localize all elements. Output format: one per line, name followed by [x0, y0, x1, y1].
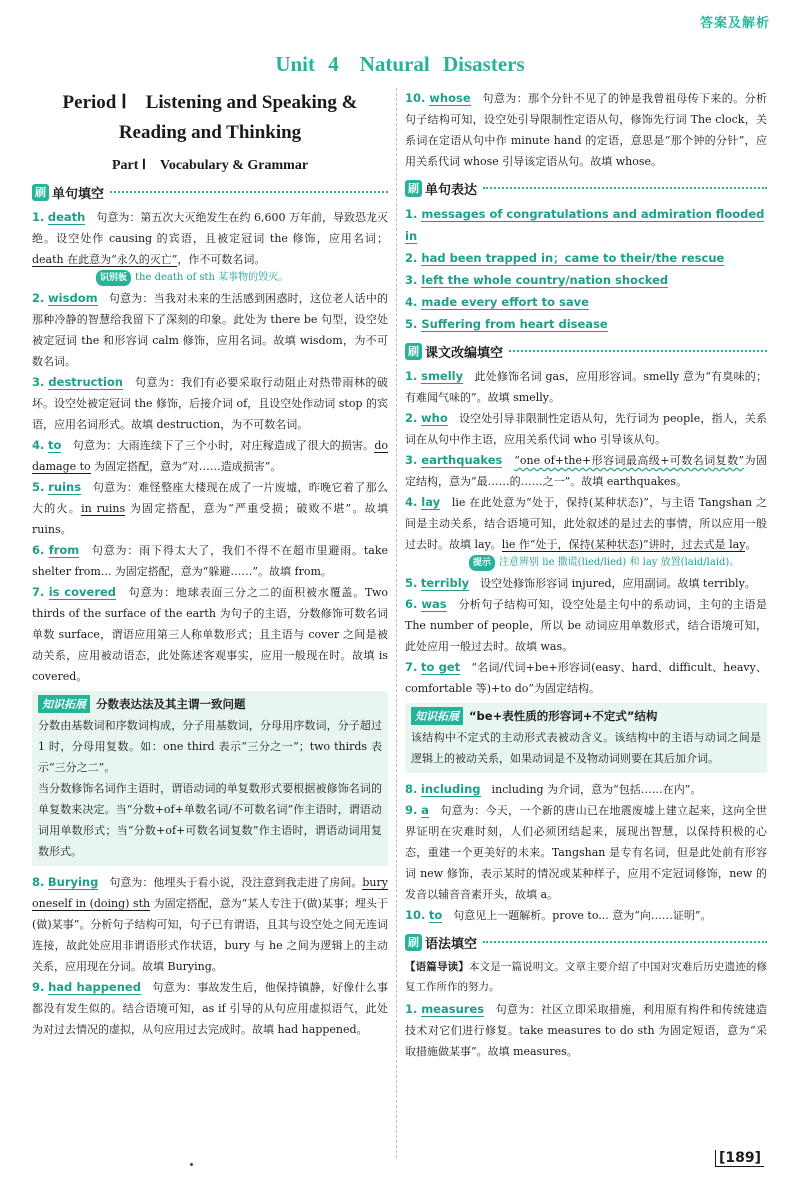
answer-word: measures — [421, 1002, 485, 1016]
explanation: ，作不可数名词。 — [177, 253, 266, 266]
explanation: 此处修饰名词 gas，应用形容词。smelly 意为“有臭味的；有难闻气味的”。故填 smelly。 — [405, 370, 768, 404]
period-title-line1: Period Ⅰ Listening and Speaking & — [62, 92, 358, 113]
underlined-phrase: death 在此意为“永久的灭亡” — [32, 253, 178, 266]
item-number: 10. — [405, 908, 426, 922]
answer-item — [405, 657, 767, 699]
phrase-text: messages of congratulations and admiration flooded in — [405, 207, 765, 243]
answer-word: from — [48, 543, 80, 557]
knowledge-title: “be+表性质的形容词+不定式”结构 — [469, 709, 658, 723]
explanation: 句意为：今天，一个新的唐山已在地震废墟上建立起来，这向全世界证明在灾难时刻，人们必须团结起来，展现出智慧，以保持积极的心态，重建一个更美好的未来。Tangshan 是专有名词，但是此处前有形容词 new 修饰，表示某时的情况或某种样子，应用不定冠词修饰，new 的发音以辅音音素开头，故填 a。 — [405, 804, 768, 901]
section-title: 单句填空 — [52, 186, 105, 202]
note-line — [96, 270, 388, 286]
explanation: 分析句子结构可知，设空处是主句中的系动词，主句的主语是 The number of people，所以 be 动词应用单数形式，结合语境可知，此处应用一般过去时。故填 was。 — [405, 598, 768, 653]
item-number: 1. — [405, 1002, 418, 1016]
explanation: 设空处引导非限制性定语从句，先行词为 people，指人，关系词在从句中作主语，应用关系代词 who 引导该从句。 — [405, 412, 767, 446]
explanation: 句意为：难怪整座大楼现在成了一片废墟，昨晚它着了那么大的火。 — [32, 481, 389, 515]
item-number: 7. — [405, 660, 418, 674]
knowledge-text: 分数由基数词和序数词构成，分子用基数词，分母用序数词，分子超过 1 时，分母用复数。如：one third 表示“三分之一”；two thirds 表示“三分之二”。 — [38, 719, 382, 774]
dotted-rule — [509, 350, 767, 352]
item-number: 3. — [405, 273, 418, 287]
answer-word: to — [48, 438, 62, 452]
knowledge-text: 当分数修饰名词作主语时，谓语动词的单复数形式要根据被修饰名词的单复数来决定。当“分数+of+单数名词/不可数名词”作主语时，谓语动词用单数形式；当“分数+of+可数名词复数”作主语时，谓语动词用复数形式。 — [38, 782, 382, 858]
dotted-rule — [110, 191, 388, 193]
section-title: 语法填空 — [425, 936, 478, 952]
answer-item — [405, 408, 767, 450]
unit-title: Unit 4 Natural Disasters — [275, 52, 525, 76]
reading-guide — [405, 957, 767, 997]
answer-word: ruins — [48, 480, 82, 494]
phrase-answer — [405, 203, 767, 247]
phrase-text: left the whole country/nation shocked — [421, 273, 669, 287]
item-number: 9. — [32, 980, 45, 994]
brush-icon: 刷 — [405, 343, 422, 360]
answer-item — [405, 800, 767, 905]
answer-item — [32, 477, 388, 540]
explanation: 句意为：大雨连续下了三个小时，对庄稼造成了很大的损害。 — [61, 439, 375, 452]
answer-word: who — [421, 411, 448, 425]
explanation: 为固定搭配，意为“某人专注于(做)某事；埋头于(做)某事”。分析句子结构可知，句子已有谓语，且其与设空处之间无连词连接，故此处应用非谓语形式作状语，bury 与 he 之间为逻辑上的主动关系，应用现在分词。故填 Burying。 — [32, 897, 388, 973]
item-number: 7. — [32, 585, 45, 599]
phrase-text: Suffering from heart disease — [421, 317, 608, 331]
explanation: 句意为：事故发生后，他保持镇静，好像什么事都没有发生似的。结合语境可知，as if 引导的从句应用虚拟语气，此处为对过去情况的虚拟，从句应用过去完成时。故填 had happened。 — [32, 981, 388, 1036]
right-column — [405, 88, 767, 1062]
answer-word: smelly — [421, 369, 464, 383]
item-number: 6. — [405, 597, 418, 611]
knowledge-box — [405, 703, 767, 773]
item-number: 2. — [405, 251, 418, 265]
explanation: 。 — [745, 538, 757, 551]
period-title — [32, 88, 388, 148]
answer-item — [32, 288, 388, 372]
explanation: 设空处修饰形容词 injured，应用副词。故填 terribly。 — [469, 577, 756, 590]
answer-word: was — [421, 597, 447, 611]
knowledge-tag: 知识拓展 — [38, 695, 90, 713]
answer-word: to — [428, 908, 443, 922]
explanation: 句意为：当我对未来的生活感到困惑时，这位老人话中的那种冷静的智慧给我留下了深刻的印象。此处为 there be 句型，设空处被定冠词 the 和形容词 calm 修饰，应用名词。故填 wisdom，为不可数名词。 — [32, 292, 388, 368]
item-number: 10. — [405, 91, 426, 105]
phrase-answer — [405, 247, 767, 269]
top-bar — [0, 0, 800, 31]
section-header-grammar-fill — [405, 932, 767, 952]
item-number: 3. — [405, 453, 418, 467]
item-number: 4. — [405, 495, 418, 509]
answer-word: destruction — [48, 375, 123, 389]
answer-item — [32, 582, 388, 687]
explanation: including 为介词，意为“包括……在内”。 — [480, 783, 702, 796]
explanation: 句意为：我们有必要采取行动阻止对热带雨林的破坏。设空处被定冠词 the 修饰，后接介词 of，且设空处作动词 stop 的宾语，应用名词形式。故填 destruction，为不可数名词。 — [32, 376, 389, 431]
answer-word: earthquakes — [421, 453, 503, 467]
answer-item — [405, 88, 767, 172]
item-number: 8. — [32, 875, 45, 889]
item-number: 8. — [405, 782, 418, 796]
answer-item — [405, 573, 767, 594]
brush-icon: 刷 — [405, 180, 422, 197]
item-number: 5. — [405, 317, 418, 331]
item-number: 3. — [32, 375, 45, 389]
answer-item — [32, 872, 388, 977]
phrase-answer — [405, 269, 767, 291]
note-tag: 提示 — [469, 555, 495, 571]
answer-item — [405, 779, 767, 800]
guide-text: 本文是一篇说明文。文章主要介绍了中国对灾难后历史遗迹的修复工作所作的努力。 — [405, 961, 768, 993]
underlined-phrase: bury oneself in (doing) sth — [32, 876, 388, 910]
wavy-phrase: “one of+the+形容词最高级+可数名词复数” — [514, 454, 745, 467]
explanation: 句意为：社区立即采取措施，利用原有构件和传统建造技术对它们进行修复。take measures to do sth 为固定短语，意为“采取措施做某事”。故填 measures。 — [405, 1003, 768, 1058]
knowledge-title: 分数表达法及其主谓一致问题 — [96, 697, 246, 711]
dotted-rule — [483, 941, 767, 943]
answer-word: whose — [429, 91, 471, 105]
note-tag: 识别板 — [96, 270, 131, 286]
explanation: “名词/代词+be+形容词(easy、hard、difficult、heavy、comfortable 等)+to do”为固定结构。 — [405, 661, 767, 695]
answer-item — [405, 450, 767, 492]
explanation: 句意为：他埋头于看小说，没注意到我走进了房间。 — [98, 876, 363, 889]
knowledge-box-header — [411, 705, 761, 727]
answer-item — [405, 905, 767, 926]
item-number: 2. — [32, 291, 45, 305]
answer-item — [405, 999, 767, 1062]
note-text: the death of sth 某事物的毁灭。 — [135, 272, 289, 283]
answer-item — [32, 540, 388, 582]
phrase-answer — [405, 313, 767, 335]
answer-item — [32, 372, 388, 435]
item-number: 1. — [405, 207, 418, 221]
item-number: 1. — [32, 210, 45, 224]
explanation: 为固定搭配，意为“对……造成损害”。 — [90, 460, 282, 473]
knowledge-box-header — [38, 693, 382, 715]
answer-item — [405, 594, 767, 657]
knowledge-text: 该结构中不定式的主动形式表被动含义。该结构中的主语与动词之间是逻辑上的被动关系，如果动词是不及物动词则要在其后加介词。 — [411, 731, 761, 765]
print-dot — [190, 1163, 193, 1166]
item-number: 5. — [405, 576, 418, 590]
part-title: Part Ⅰ Vocabulary & Grammar — [111, 158, 309, 173]
answer-item — [32, 977, 388, 1040]
explanation: 为固定结构，意为“最……的……之一”。故填 earthquakes。 — [405, 454, 768, 488]
answer-word: including — [420, 782, 481, 796]
item-number: 2. — [405, 411, 418, 425]
answer-word: a — [421, 803, 429, 817]
section-header-single-fill — [32, 182, 388, 202]
item-number: 5. — [32, 480, 45, 494]
answer-item — [405, 492, 767, 555]
answer-word: lay — [421, 495, 441, 509]
knowledge-tag: 知识拓展 — [411, 707, 463, 725]
item-number: 6. — [32, 543, 45, 557]
brush-icon: 刷 — [405, 934, 422, 951]
explanation: 句意为：第五次大灭绝发生在约 6,600 万年前，导致恐龙灭绝。设空处作 causing 的宾语，且被定冠词 the 修饰，应用名词； — [32, 211, 389, 245]
answer-word: wisdom — [48, 291, 98, 305]
note-text: 注意辨别 lie 撒谎(lied/lied) 和 lay 放置(laid/laid)。 — [499, 557, 740, 568]
underlined-phrase: do damage to — [32, 439, 389, 473]
answer-word: death — [47, 210, 86, 224]
explanation: 句意为：地球表面三分之二的面积被水覆盖。Two thirds of the surface of the earth 为句子的主语，分数修饰可数名词单数 surface，谓语应用第三人称单数形式；且主语与 cover 之间是被动关系，应用被动语态，此处陈述客观事实，应用一般现在时。故填 is covered。 — [32, 586, 389, 683]
answer-word: terribly — [420, 576, 470, 590]
dotted-rule — [483, 187, 767, 189]
column-divider — [396, 88, 397, 1158]
phrase-answer — [405, 291, 767, 313]
answer-word: Burying — [47, 875, 99, 889]
answer-word: to get — [421, 660, 461, 674]
underlined-phrase: lie 作“处于，保持(某种状态)”讲时，过去式是 lay — [501, 538, 746, 551]
knowledge-box — [32, 691, 388, 866]
brush-icon: 刷 — [32, 184, 49, 201]
explanation: lie 在此处意为“处于，保持(某种状态)”，与主语 Tangshan 之间是主动关系，结合语境可知，此处叙述的是过去的事情，所以应用一般过去时。故填 lay。 — [405, 496, 768, 551]
section-header-sentence-expression — [405, 178, 767, 198]
item-number: 9. — [405, 803, 418, 817]
section-title: 单句表达 — [425, 182, 478, 198]
guide-label: 【语篇导读】 — [405, 961, 469, 973]
answer-word: is covered — [48, 585, 117, 599]
note-line — [469, 555, 767, 571]
item-number: 1. — [405, 369, 418, 383]
explanation: 为固定搭配，意为“严重受损；破败不堪”。故填 ruins。 — [32, 502, 389, 536]
explanation: 句意为：雨下得太大了，我们不得不在超市里避雨。take shelter from... 为固定搭配，意为“躲避……”。故填 from。 — [32, 544, 389, 578]
section-title: 课文改编填空 — [425, 345, 504, 361]
section-header-text-adaptation — [405, 341, 767, 361]
underlined-phrase: in ruins — [81, 502, 126, 515]
answers-label: 答案及解析 — [699, 16, 770, 31]
left-column — [32, 88, 388, 1040]
phrase-text: had been trapped in；came to their/the rescue — [421, 251, 725, 265]
explanation: 句意为：那个分针不见了的钟是我曾祖母传下来的。分析句子结构可知，设空处引导限制性定语从句，修饰先行词 The clock，关系词在定语从句中作 minute hand 的定语，意思是“那个钟的分针”，应用关系代词 whose 引导该定语从句。故填 whose。 — [405, 92, 768, 168]
answer-item — [405, 366, 767, 408]
answer-item — [32, 207, 388, 270]
answer-item — [32, 435, 388, 477]
item-number: 4. — [405, 295, 418, 309]
page-number: [ 189 ] — [715, 1150, 764, 1167]
explanation: 句意见上一题解析。prove to... 意为“向……证明”。 — [442, 909, 712, 922]
phrase-text: made every effort to save — [421, 295, 589, 309]
answer-word: had happened — [48, 980, 141, 994]
item-number: 4. — [32, 438, 45, 452]
period-title-line2: Reading and Thinking — [118, 122, 302, 143]
